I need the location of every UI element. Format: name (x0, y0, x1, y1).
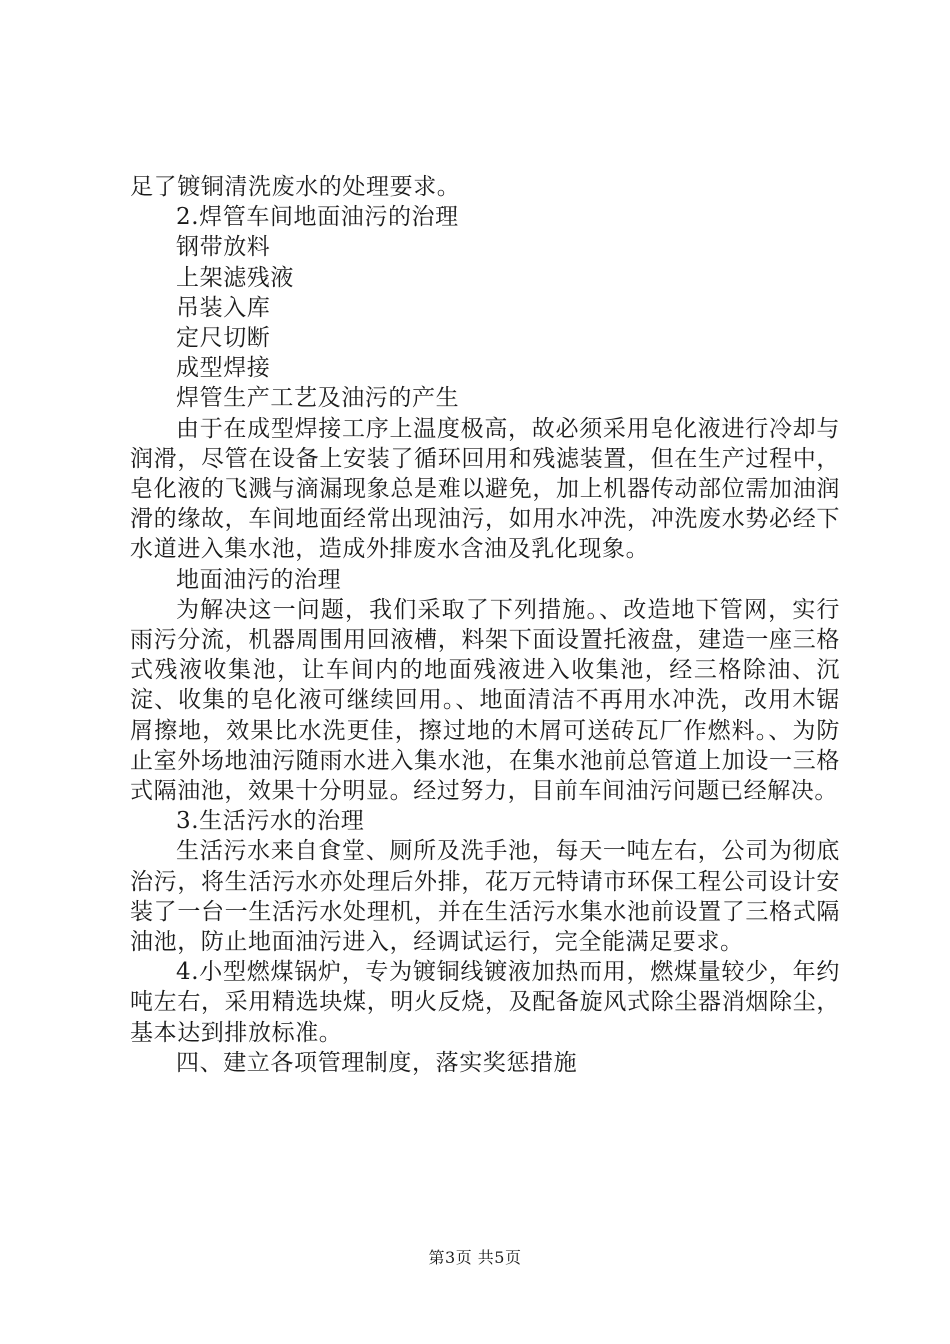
process-step: 钢带放料 (176, 234, 271, 261)
document-body (130, 172, 840, 1078)
section-heading-management: 四、建立各项管理制度，落实奖惩措施 (176, 1049, 578, 1076)
section-heading-domestic-sewage: 3.生活污水的治理 (176, 808, 365, 835)
process-step: 成型焊接 (176, 355, 271, 382)
paragraph-body-boiler: 4.小型燃煤锅炉，专为镀铜线镀液加热而用，燃煤量较少，年约吨左右，采用精选块煤，明火反烧，及配备旋风式除尘器消烟除尘，基本达到排放标准。 (130, 959, 840, 1046)
process-step: 定尺切断 (176, 325, 271, 352)
subheading-process-oil: 焊管生产工艺及油污的产生 (176, 385, 460, 412)
paragraph-body: 生活污水来自食堂、厕所及洗手池，每天一吨左右，公司为彻底治污，将生活污水亦处理后外排，花万元特请市环保工程公司设计安装了一台一生活污水处理机，并在生活污水集水池前设置了三格式隔油池，防止地面油污进入，经调试运行，完全能满足要求。 (130, 838, 840, 956)
paragraph-body: 为解决这一问题，我们采取了下列措施。、改造地下管网，实行雨污分流，机器周围用回液槽，料架下面设置托液盘，建造一座三格式残液收集池，让车间内的地面残液进入收集池，经三格除油、沉淀、收集的皂化液可继续回用。、地面清洁不再用水冲洗，改用木锯屑擦地，效果比水洗更佳，擦过地的木屑可送砖瓦厂作燃料。、为防止室外场地油污随雨水进入集水池，在集水池前总管道上加设一三格式隔油池，效果十分明显。经过努力，目前车间油污问题已经解决。 (130, 596, 840, 805)
paragraph-continuation: 足了镀铜清洗废水的处理要求。 (130, 174, 461, 200)
section-heading-welded-pipe: 2.焊管车间地面油污的治理 (176, 204, 459, 231)
paragraph-body: 由于在成型焊接工序上温度极高，故必须采用皂化液进行冷却与润滑，尽管在设备上安装了循环回用和残滤装置，但在生产过程中，皂化液的飞溅与滴漏现象总是难以避免，加上机器传动部位需加油润滑的缘故，车间地面经常出现油污，如用水冲洗，冲洗废水势必经下水道进入集水池，造成外排废水含油及乳化现象。 (130, 415, 840, 563)
process-step: 上架滤残液 (176, 264, 294, 291)
process-step: 吊装入库 (176, 294, 271, 321)
subheading-floor-oil: 地面油污的治理 (176, 566, 342, 593)
page-footer: 第3页 共5页 (428, 1248, 522, 1267)
